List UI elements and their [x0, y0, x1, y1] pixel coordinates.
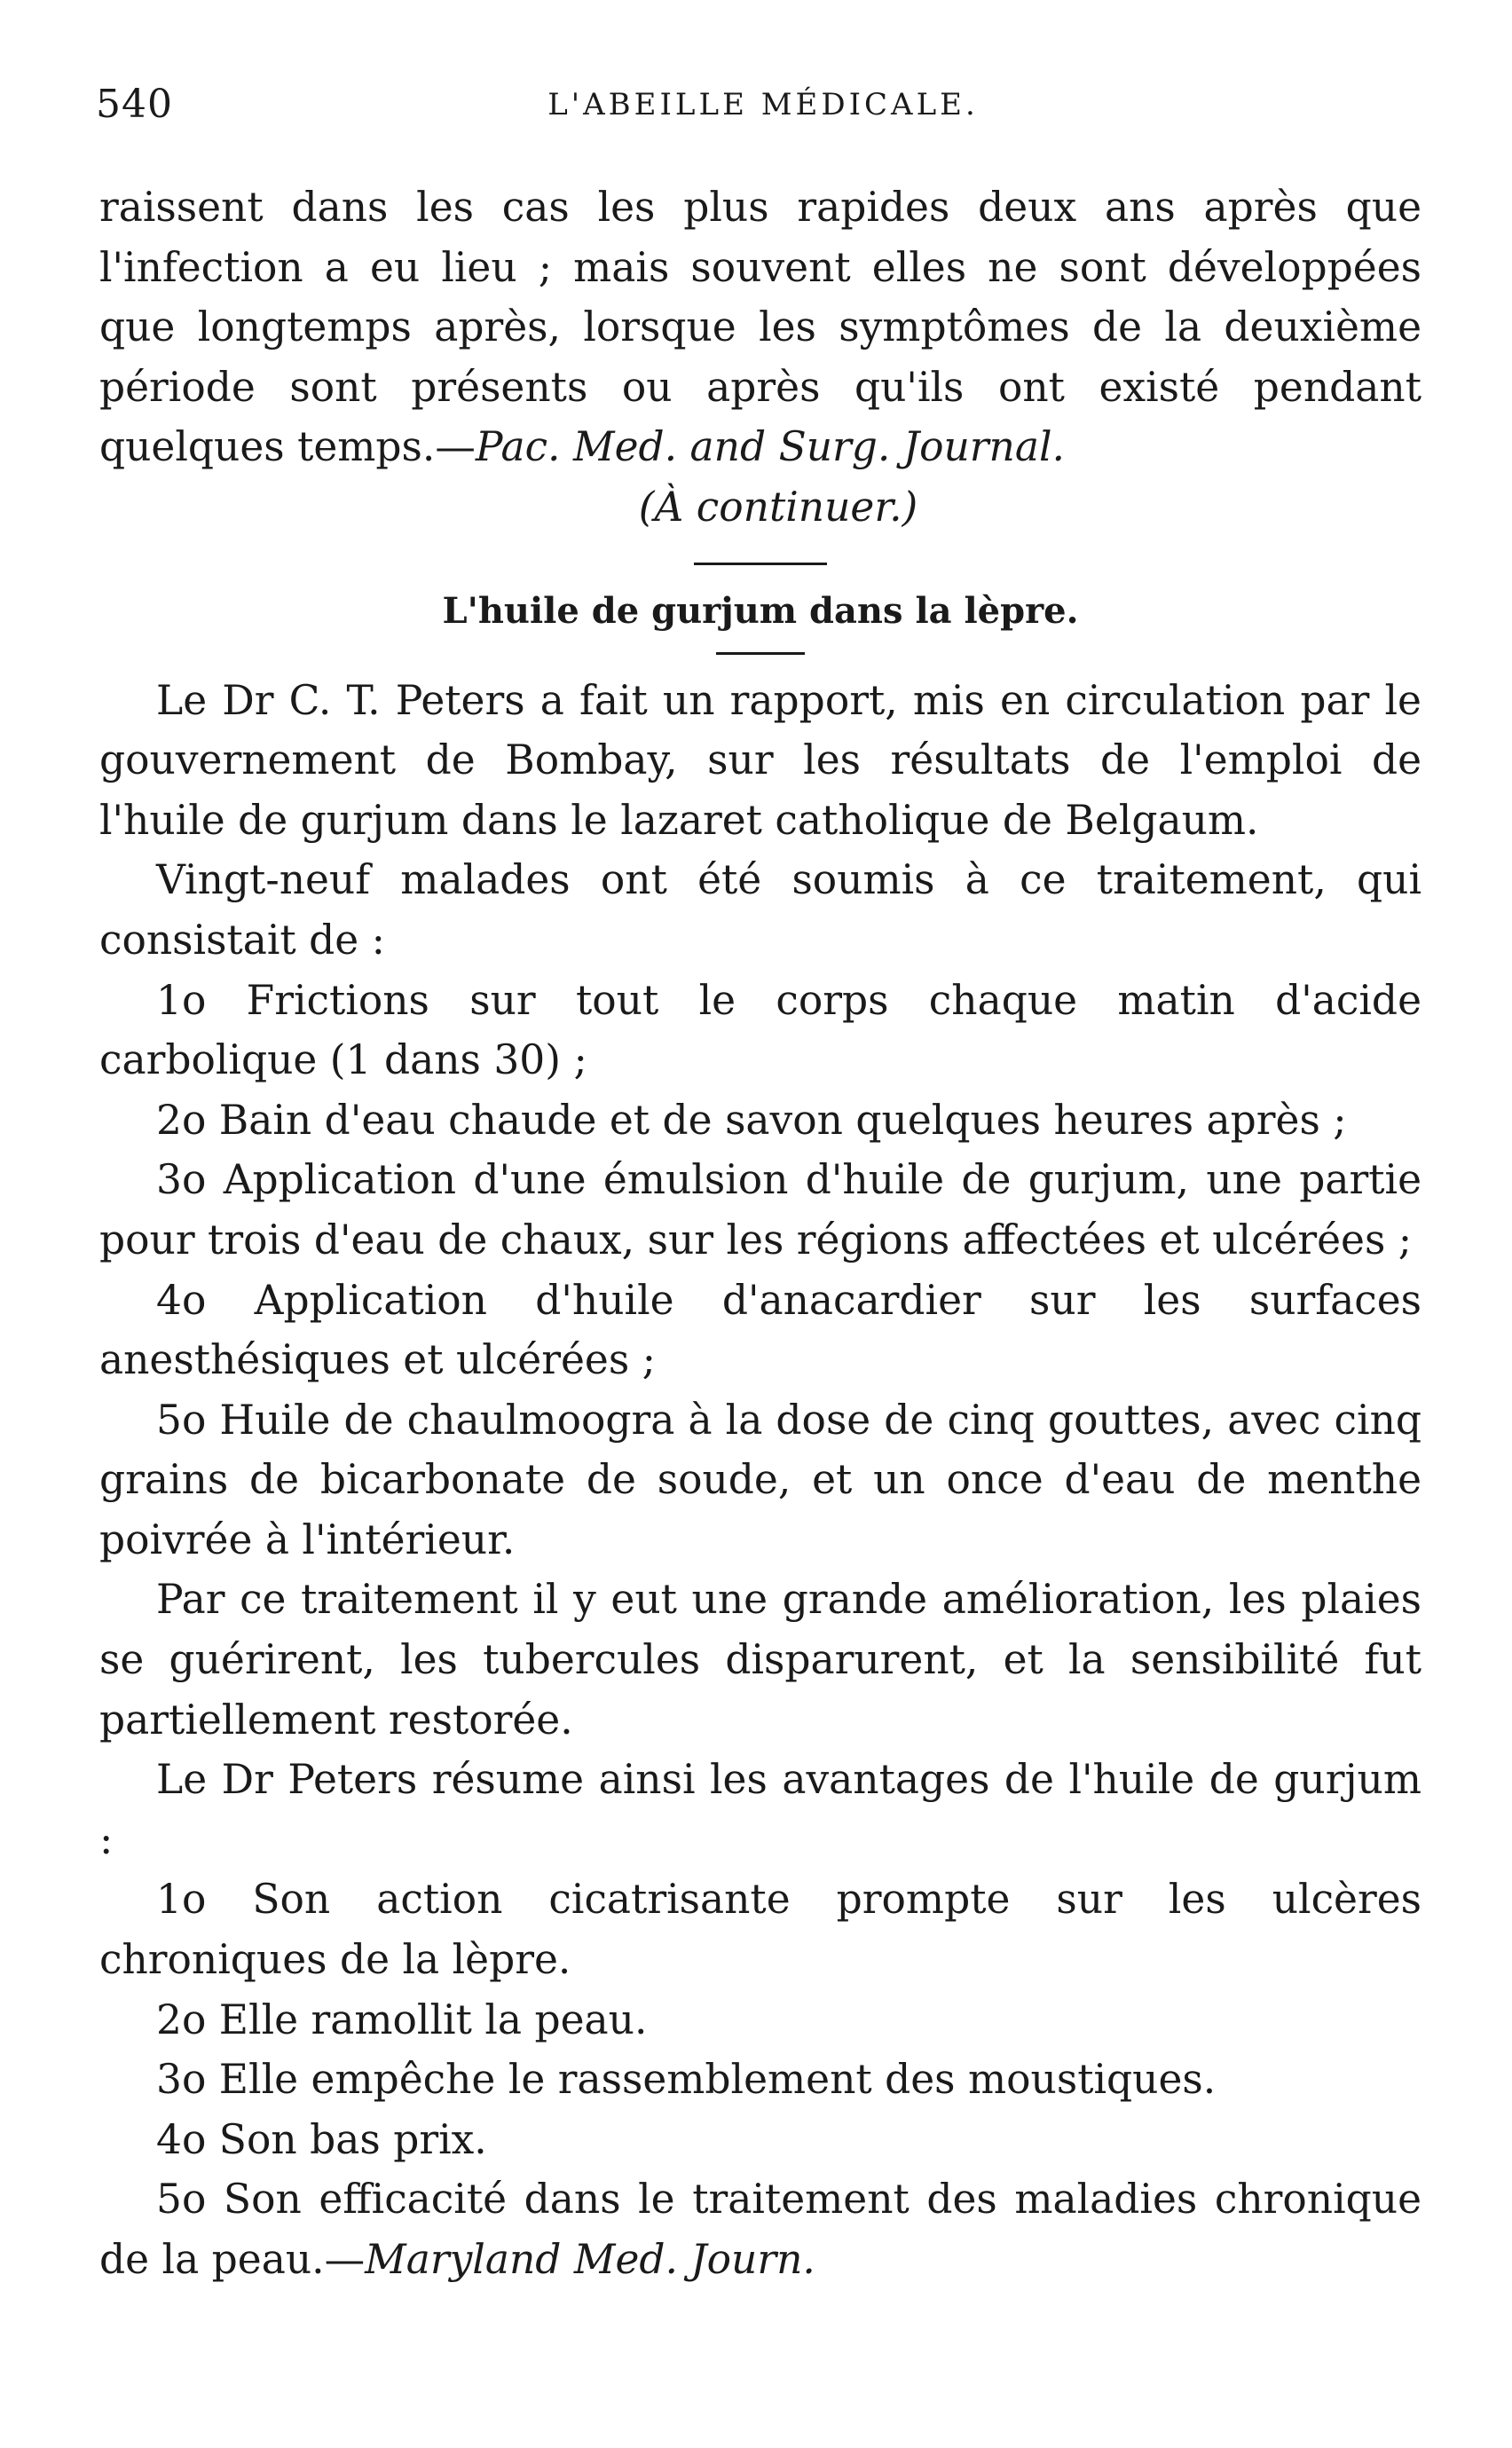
- treatment-intro: Vingt-neuf malades ont été soumis à ce traitement, qui consistait de :: [99, 856, 1421, 964]
- result-paragraph: Par ce traitement il y eut une grande amélioration, les plaies se guérirent, les tubercules disparurent, et la sensibilité fut partiellement restorée.: [99, 1576, 1421, 1744]
- advantages-intro: Le Dr Peters résume ainsi les avantages de l'huile de gurjum :: [99, 1756, 1421, 1863]
- treatment-step: 2o Bain d'eau chaude et de savon quelques heures après ;: [156, 1096, 1347, 1144]
- body-text: [99, 177, 1421, 2290]
- advantage-item-last: [99, 2169, 1421, 2289]
- article-source-citation: Maryland Med. Journ.: [365, 2236, 815, 2283]
- advantage-item: 2o Elle ramollit la peau.: [156, 1995, 648, 2043]
- section-divider: [694, 563, 827, 565]
- treatment-step: 3o Application d'une émulsion d'huile de gurjum, une partie pour trois d'eau de chaux, sur les régions affectées et ulcérées ;: [99, 1156, 1421, 1263]
- advantage-item: 3o Elle empêche le rassemblement des moustiques.: [156, 2056, 1217, 2104]
- continued-paragraph-text: raissent dans les cas les plus rapides deux ans après que l'infection a eu lieu ; mais souvent elles ne sont développées que longtemps après, lorsque les symptômes de la deuxième période sont présents ou après qu'ils ont existé pendant quelques temps.—: [99, 184, 1421, 471]
- journal-title: L'ABEILLE MÉDICALE.: [547, 87, 979, 122]
- treatment-step: 4o Application d'huile d'anacardier sur les surfaces anesthésiques et ulcérées ;: [99, 1276, 1421, 1384]
- continued-paragraph: [99, 177, 1421, 477]
- title-divider: [716, 652, 805, 655]
- article-title: L'huile de gurjum dans la lèpre.: [442, 589, 1079, 632]
- advantage-item: 4o Son bas prix.: [156, 2115, 487, 2163]
- advantage-item: 1o Son action cicatrisante prompte sur les ulcères chroniques de la lèpre.: [99, 1876, 1421, 1984]
- running-head: [96, 82, 1430, 135]
- advantage-item-last-text: 5o Son efficacité dans le traitement des maladies chronique de la peau.—: [99, 2176, 1421, 2283]
- page-number: 540: [96, 82, 173, 127]
- article-intro: Le Dr C. T. Peters a fait un rapport, mis en circulation par le gouvernement de Bombay, sur les résultats de l'emploi de l'huile de gurjum dans le lazaret catholique de Belgaum.: [99, 676, 1421, 844]
- treatment-step: 5o Huile de chaulmoogra à la dose de cinq gouttes, avec cinq grains de bicarbonate de soude, et un once d'eau de menthe poivrée à l'intérieur.: [99, 1396, 1421, 1563]
- to-be-continued-note: (À continuer.): [638, 483, 918, 531]
- treatment-step: 1o Frictions sur tout le corps chaque matin d'acide carbolique (1 dans 30) ;: [99, 976, 1421, 1084]
- source-citation: Pac. Med. and Surg. Journal.: [475, 423, 1065, 471]
